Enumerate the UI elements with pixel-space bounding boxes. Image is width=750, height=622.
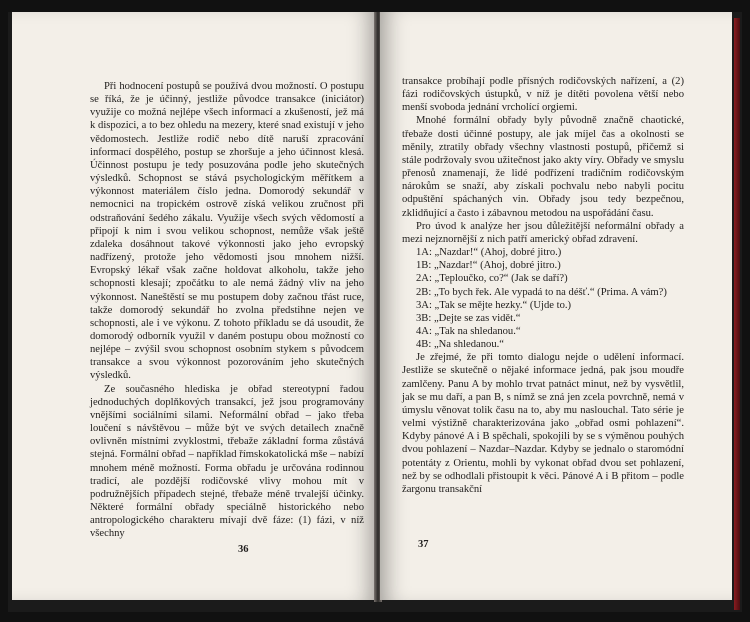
dialog-line: 1B: „Nazdar!“ (Ahoj, dobré jitro.) (416, 260, 561, 272)
paragraph: Je zřejmé, že při tomto dialogu nejde o udělení informací. Jestliže se skutečně o nějaké informace jedná, pak jsou moudře zamlčeny. Panu A by mohlo trvat patnáct minut, než by vysvětlil, jak se mu daří, a pan B, s nímž se zná jen zcela povrchně, nemá v úmyslu věnovat tolik času na to, aby mu naslouchal. Tato série je velmi výstižně charakterizována jako „obřad osmi pohlazení“. Kdyby pánové A i B spěchali, spokojili by se s výměnou pouhých dvou pohlazení – Nazdar–Nazdar. Kdyby se jednalo o staromódní potentáty z Orientu, mohli by vykonat obřad dvou set pohlazení, než by se odhodlali přistoupit k věci. Pánové A i B přitom – podle žargonu transakční (402, 352, 684, 495)
dialog-line: 2A: „Teploučko, co?“ (Jak se daří?) (416, 273, 568, 285)
page-number: 36 (238, 544, 249, 555)
dialog-line: 4B: „Na shledanou.“ (416, 339, 504, 351)
dialog-line: 2B: „To bych řek. Ale vypadá to na déšť.“ (Prima. A vám?) (416, 286, 667, 298)
paragraph: Mnohé formální obřady byly původně značně chaotické, třebaže dosti účinné postupy, ale jak míjel čas a okolnosti se měnily, ztratily obřady všechny vlastnosti postupů, přičemž si stále podržovaly svou užitečnost jako akty víry. Obřady ve smyslu přenosů znamenají, že lidé podřízení tradičním rodičovským nárokům se snaží, aby získali pochvalu nebo nabyli pocitu odpuštění spáchaných vin. Obřady jsou tedy bezpečnou, zklidňující a často i zábavnou metodou na uspořádání času. (402, 115, 684, 219)
right-page-text (402, 75, 684, 496)
dialog-line: 3B: „Dejte se zas vidět.“ (416, 312, 521, 324)
paragraph: transakce probíhají podle přísných rodičovských nařízení, a (2) fázi rodičovských ústupků, v níž je dítěti povolena větší nebo menší svoboda jednání vrcholící orgiemi. (402, 76, 684, 114)
paragraph: Ze současného hlediska je obřad stereotypní řadou jednoduchých doplňkových transakcí, jež jsou programovány vnějšími sociálními silami. Neformální obřad – jako třeba loučení s návštěvou – může být ve svých detailech značně ovlivněn místními zvyklostmi, třebaže základní forma zůstává stejná. Formální obřad – například římskokatolická mše – nabízí mnohem méně možností. Forma obřadu je určována rodinnou tradicí, ale pozdější rodičovské vlivy mohou mít v podružnějších případech stejné, třebaže méně trvalejší účinky. Některé formální obřady speciálně historického nebo antropologického charakteru mívají dvě fáze: (1) fázi, v níž všechny (90, 383, 364, 540)
open-book (8, 12, 742, 612)
left-page (12, 12, 376, 600)
paragraph: Při hodnocení postupů se používá dvou možností. O postupu se říká, že je účinný, jestliže původce transakce (iniciátor) využije co možná nejlépe všech informací a zkušeností, jež má k dispozici, a to bez ohledu na mezery, které snad existují v jeho vědomostech. Jestliže rodič nebo dítě naruší zpracování informací dospělého, postup se zhoršuje a jeho účinnost klesá. Účinnost postupu je tedy posuzována podle jeho skutečných výsledků. Schopnost se stává psychologickým měřítkem a výkonnost materiálem číslo jedna. Domorodý sekundář v nemocnici na tropickém ostrově získá velikou zručnost při odstraňování šedého zákalu. Využije všech svých vědomostí a připojí k nim i svou velikou schopnost, nemůže však ještě zdaleka dosáhnout takové výkonnosti jako jeho evropský nadřízený, protože jeho vědomosti jsou mnohem nižší. Evropský lékař však začne holdovat alkoholu, takže jeho schopnosti klesají; zpočátku to ale nemá žádný vliv na jeho výkonnost. Naneštěstí se mu postupem doby začnou třást ruce, takže domorodý sekundář ho zvolna předstihne nejen ve schopnosti, ale i ve výkonu. Z tohoto příkladu se dá usoudit, že domorodý odborník využil v daném postupu obou možností co nejlépe – zvýšil svou schopnost osobním stykem s původcem transakce a svou výkonnost pozorováním jeho skutečných výsledků. (90, 81, 364, 382)
dialog-line: 4A: „Tak na shledanou.“ (416, 325, 521, 337)
paragraph: Pro úvod k analýze her jsou důležitější neformální obřady a mezi nejznornější z nich patří americký obřad zdravení. (402, 220, 684, 245)
book-cover-edge (734, 18, 740, 610)
greeting-dialog (402, 246, 684, 351)
dialog-line: 1A: „Nazdar!“ (Ahoj, dobré jitro.) (416, 247, 562, 259)
right-page (380, 12, 732, 600)
left-page-text (90, 80, 364, 540)
page-number: 37 (418, 539, 429, 550)
dialog-line: 3A: „Tak se mějte hezky.“ (Ujde to.) (416, 299, 572, 311)
